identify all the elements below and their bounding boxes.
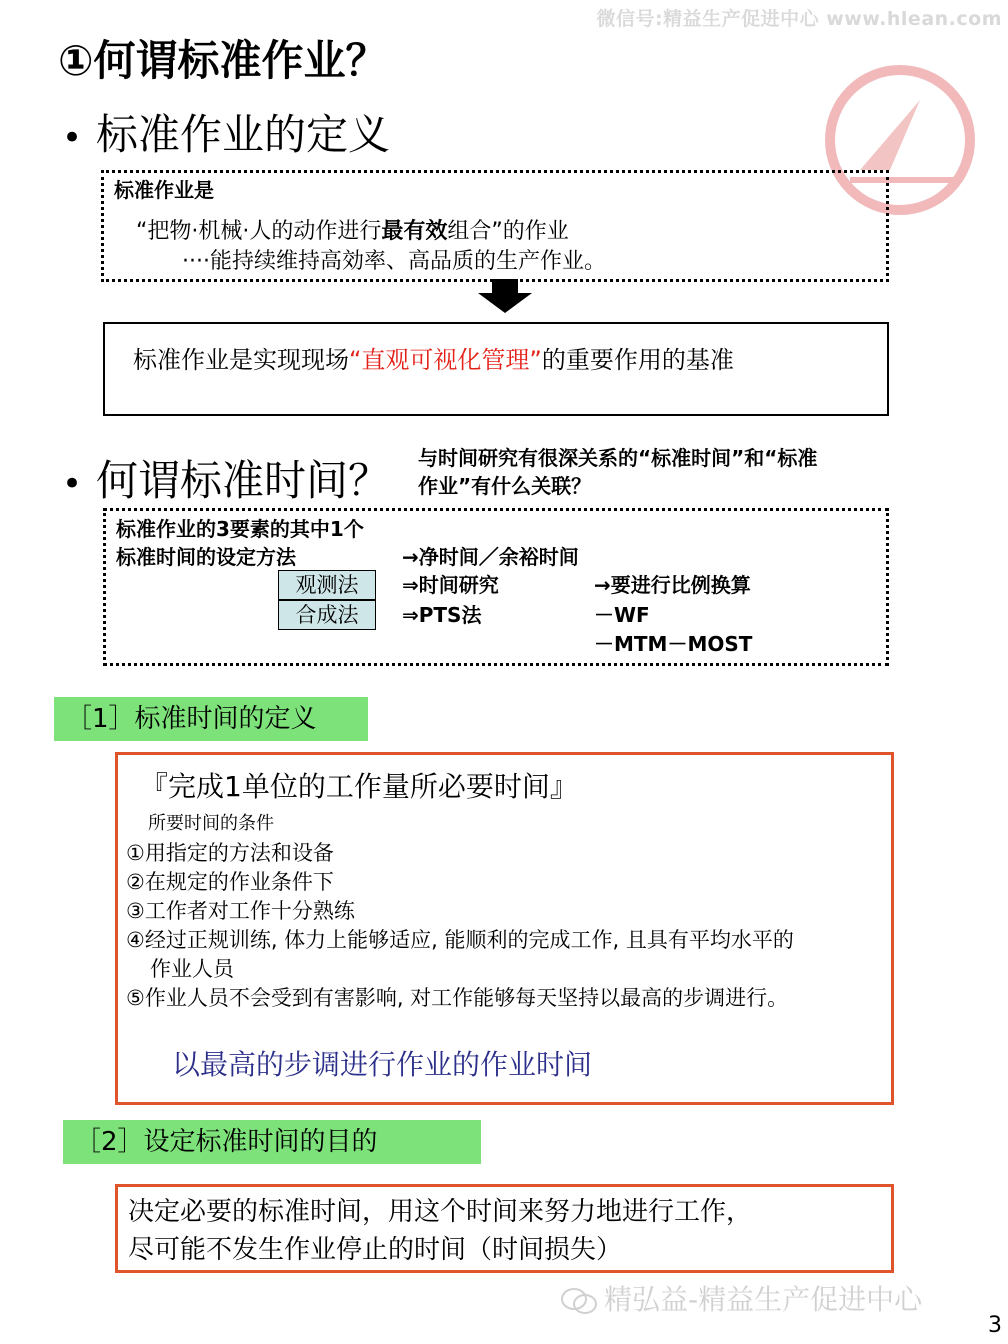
method-observation: 观测法 xyxy=(278,570,376,600)
section-heading-text: 标准作业的定义 xyxy=(96,110,391,159)
result-text xyxy=(133,340,734,375)
page-title: ①何谓标准作业？ xyxy=(58,36,388,85)
list-item: ③工作者对工作十分熟练 xyxy=(126,899,355,923)
part2-text xyxy=(128,1193,752,1269)
section-heading-standard-time xyxy=(62,448,390,508)
part2-line1: 决定必要的标准时间，用这个时间来努力地进行工作， xyxy=(128,1197,753,1227)
method2-note2: －MTM－MOST xyxy=(594,632,753,656)
result-post: 的重要作用的基准 xyxy=(541,346,734,374)
methods-box xyxy=(103,508,889,666)
watermark-bottom xyxy=(560,1278,922,1318)
part1-label: ［1］标准时间的定义 xyxy=(54,697,368,741)
definition-main-post: 组合”的作业 xyxy=(447,219,569,244)
definition-box xyxy=(101,170,889,282)
section2-note xyxy=(418,444,817,500)
part1-main: 『完成1单位的工作量所必要时间』 xyxy=(140,770,578,803)
result-highlight: “直观可视化管理” xyxy=(349,346,542,374)
definition-detail: ····能持续维持高効率、高品质的生产作业。 xyxy=(182,249,606,274)
definition-intro: 标准作业是 xyxy=(114,178,214,202)
section2-note-line2: 作业”有什么关联？ xyxy=(418,474,592,498)
methods-line1: 标准作业的3要素的其中1个 xyxy=(116,517,364,541)
bullet: • xyxy=(62,118,83,158)
definition-main-bold: 最有效 xyxy=(381,219,448,244)
list-item: ①用指定的方法和设备 xyxy=(126,841,334,865)
arrow-down-icon xyxy=(478,279,532,313)
watermark-bottom-text: 精弘益-精益生产促进中心 xyxy=(604,1283,923,1316)
section-heading-definition xyxy=(62,102,390,162)
part2-line2: 尽可能不发生作业停止的时间（时间损失） xyxy=(128,1235,623,1265)
part2-box xyxy=(115,1184,894,1273)
method-synthesis: 合成法 xyxy=(278,600,376,630)
part2-label: ［2］设定标准时间的目的 xyxy=(63,1120,481,1164)
method1-note: →要进行比例换算 xyxy=(594,573,751,597)
section-heading-text: 何谓标准时间？ xyxy=(96,456,391,505)
wechat-icon xyxy=(560,1287,598,1315)
section2-note-line1: 与时间研究有很深关系的“标准时间”和“标准 xyxy=(418,446,818,470)
methods-line2-right: →净时间／余裕时间 xyxy=(402,545,579,569)
definition-main xyxy=(136,217,569,247)
method2-arrow: ⇒PTS法 xyxy=(402,603,482,627)
part1-conclusion: 以最高的步调进行作业的作业时间 xyxy=(172,1048,593,1081)
definition-main-pre: “把物·机械·人的动作进行 xyxy=(136,219,382,244)
part1-list xyxy=(126,839,794,1013)
list-item: ④经过正规训练, 体力上能够适应, 能顺利的完成工作, 且具有平均水平的 xyxy=(126,928,794,952)
watermark-top: 微信号:精益生产促进中心 www.hlean.com xyxy=(596,8,1002,30)
list-item: ②在规定的作业条件下 xyxy=(126,870,334,894)
part1-sub: 所要时间的条件 xyxy=(148,813,274,834)
method2-note1: －WF xyxy=(594,603,650,627)
list-item: 作业人员 xyxy=(150,957,234,981)
list-item: ⑤作业人员不会受到有害影响, 对工作能够每天坚持以最高的步调进行。 xyxy=(126,986,789,1010)
result-pre: 标准作业是实现现场 xyxy=(133,346,349,374)
method1-arrow: ⇒时间研究 xyxy=(402,573,499,597)
page-number: 3 xyxy=(988,1313,1002,1338)
result-box xyxy=(103,322,889,416)
part1-box xyxy=(115,752,894,1105)
methods-line2: 标准时间的设定方法 xyxy=(116,545,296,569)
bullet: • xyxy=(62,464,83,504)
